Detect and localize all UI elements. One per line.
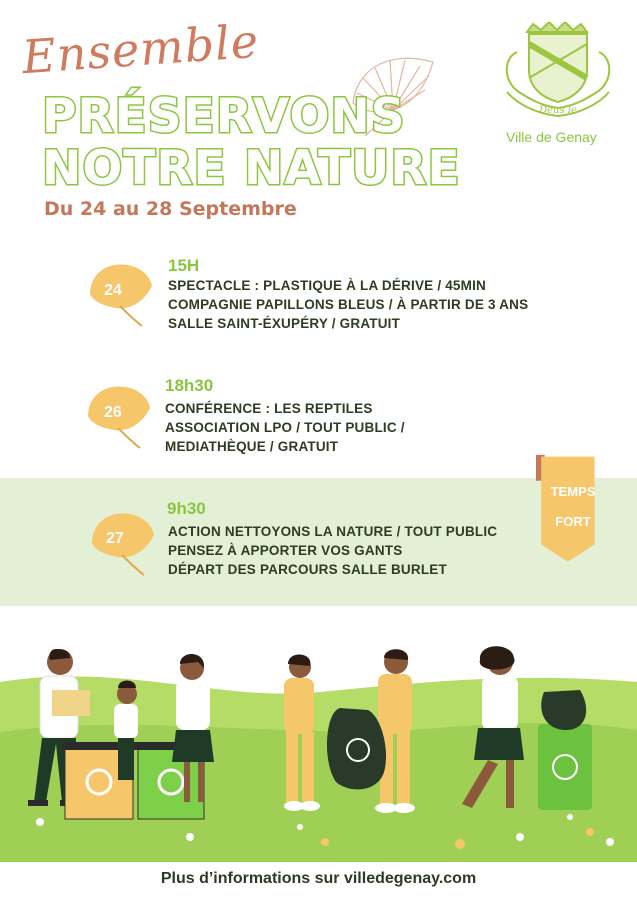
event-day: 24 xyxy=(104,282,122,299)
event-description-line: ASSOCIATION LPO / TOUT PUBLIC / xyxy=(165,420,405,435)
event-description-line: CONFÉRENCE : LES REPTILES xyxy=(165,401,373,416)
title-line-2: NOTRE NATURE xyxy=(42,141,461,196)
event-day: 26 xyxy=(104,404,122,421)
title-line-1: PRÉSERVONS xyxy=(42,89,406,144)
crest-motto: Deus le xyxy=(539,105,577,116)
event-description-line: DÉPART DES PARCOURS SALLE BURLET xyxy=(168,562,447,577)
event-description-line: COMPAGNIE PAPILLONS BLEUS / À PARTIR DE 3 ANS xyxy=(168,297,529,312)
town-name: Ville de Genay xyxy=(506,129,597,145)
event-description-line: SALLE SAINT-ÉXUPÉRY / GRATUIT xyxy=(168,316,401,331)
event-description-line: MEDIATHÈQUE / GRATUIT xyxy=(165,439,339,454)
cleanup-illustration xyxy=(0,612,637,862)
town-crest-logo xyxy=(497,22,623,120)
highlight-label: FORT xyxy=(555,514,591,529)
event-description-line: ACTION NETTOYONS LA NATURE / TOUT PUBLIC xyxy=(168,524,498,539)
highlight-label: TEMPS xyxy=(550,484,596,499)
event-time: 15H xyxy=(168,256,200,275)
script-title: Ensemble xyxy=(20,13,261,85)
highlight-ribbon xyxy=(536,446,598,574)
event-time: 18h30 xyxy=(165,376,214,395)
event-dates: Du 24 au 28 Septembre xyxy=(44,198,297,220)
event-description-line: SPECTACLE : PLASTIQUE À LA DÉRIVE / 45MIN xyxy=(168,278,486,293)
footer-info-link[interactable]: Plus d’informations sur villedegenay.com xyxy=(160,870,477,887)
event-time: 9h30 xyxy=(167,499,206,518)
event-day: 27 xyxy=(106,530,124,547)
event-description-line: PENSEZ À APPORTER VOS GANTS xyxy=(168,543,403,558)
